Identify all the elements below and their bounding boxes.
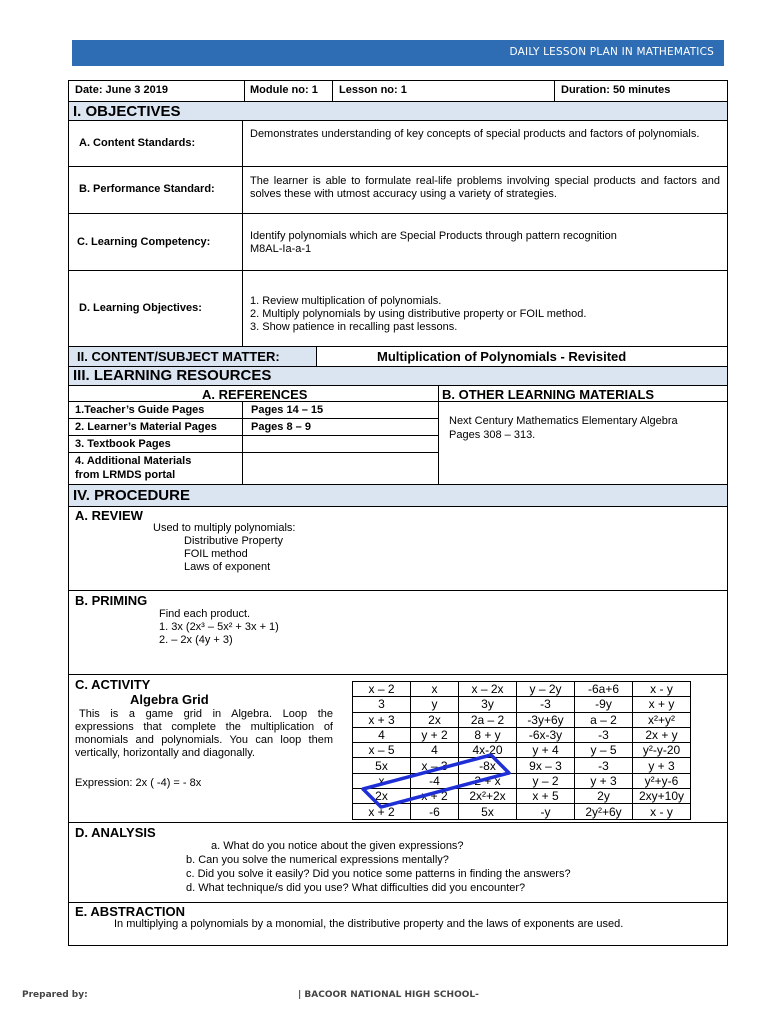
grid-cell: 9x – 3 [517, 758, 575, 773]
review-title: A. REVIEW [75, 508, 143, 523]
review-item-2: FOIL method [184, 548, 248, 560]
grid-cell: x – 2x [459, 682, 517, 697]
grid-cell: 3y [459, 697, 517, 712]
activity-expression: Expression: 2x ( -4) = - 8x [75, 777, 202, 789]
resources-title: III. LEARNING RESOURCES [73, 367, 272, 384]
learners-material-value: Pages 8 – 9 [251, 421, 311, 433]
grid-cell: -3 [517, 697, 575, 712]
grid-cell: y²-y-20 [633, 743, 691, 758]
grid-cell: y + 3 [575, 773, 633, 788]
content-standards-label: A. Content Standards: [79, 137, 196, 149]
grid-cell: y – 2 [517, 773, 575, 788]
learning-competency-code: M8AL-Ia-a-1 [250, 243, 312, 255]
learning-objective-2: 2. Multiply polynomials by using distributive property or FOIL method. [250, 308, 587, 320]
grid-cell: x + 2 [411, 789, 459, 804]
priming-title: B. PRIMING [75, 593, 148, 608]
lesson-text: Lesson no: 1 [339, 84, 407, 96]
grid-cell: 2a – 2 [459, 712, 517, 727]
grid-cell: -3y+6y [517, 712, 575, 727]
learning-objective-1: 1. Review multiplication of polynomials. [250, 295, 442, 307]
performance-standard-text: The learner is able to formulate real-life problems involving special products and factors and solves these with utmost accuracy using a variety of strategies. [250, 175, 720, 200]
analysis-section [69, 823, 727, 903]
grid-cell: 2xy+10y [633, 789, 691, 804]
duration-text: Duration: 50 minutes [561, 84, 671, 96]
teachers-guide-label: 1.Teacher’s Guide Pages [75, 404, 205, 416]
grid-cell: x + 5 [517, 789, 575, 804]
grid-cell: -4 [411, 773, 459, 788]
grid-cell: -9y [575, 697, 633, 712]
document-banner [72, 40, 724, 66]
grid-cell: y + 2 [411, 727, 459, 742]
grid-cell: y [411, 697, 459, 712]
grid-cell: 5x [353, 758, 411, 773]
content-value: Multiplication of Polynomials - Revisited [377, 349, 627, 364]
grid-cell: y²+y-6 [633, 773, 691, 788]
activity-subtitle: Algebra Grid [130, 692, 209, 707]
answer-loop-shape [363, 755, 509, 807]
grid-cell: 8 + y [459, 727, 517, 742]
analysis-question-b: b. Can you solve the numerical expressions mentally? [186, 854, 449, 866]
grid-cell: -6x-3y [517, 727, 575, 742]
learning-objective-3: 3. Show patience in recalling past lessons. [250, 321, 458, 333]
grid-cell: 4 [353, 727, 411, 742]
grid-cell: 5x [459, 804, 517, 819]
performance-standard-label: B. Performance Standard: [79, 183, 215, 195]
prepared-by: Prepared by: [22, 990, 88, 1000]
grid-cell: x - y [633, 804, 691, 819]
additional-materials-label: 4. Additional Materials [75, 455, 192, 467]
grid-cell: x [353, 773, 411, 788]
other-materials-header: B. OTHER LEARNING MATERIALS [442, 387, 655, 402]
activity-title: C. ACTIVITY [75, 677, 151, 692]
grid-cell: 2x + y [633, 727, 691, 742]
priming-item-1: 1. 3x (2x³ – 5x² + 3x + 1) [159, 621, 279, 633]
grid-cell: x – 5 [353, 743, 411, 758]
grid-cell: -y [517, 804, 575, 819]
learners-material-label: 2. Learner’s Material Pages [75, 421, 217, 433]
grid-cell: 2y [575, 789, 633, 804]
module-text: Module no: 1 [250, 84, 318, 96]
learning-objectives-label: D. Learning Objectives: [79, 302, 202, 314]
grid-cell: x – 2 [353, 682, 411, 697]
grid-cell: 2x²+2x [459, 789, 517, 804]
analysis-question-c: c. Did you solve it easily? Did you notice some patterns in finding the answers? [186, 868, 571, 880]
algebra-grid-loop [69, 81, 727, 947]
grid-cell: y – 2y [517, 682, 575, 697]
grid-cell: 4x-20 [459, 743, 517, 758]
grid-cell: 4 [411, 743, 459, 758]
other-materials-line-2: Pages 308 – 313. [449, 429, 536, 441]
grid-cell: 3 [353, 697, 411, 712]
abstraction-text: In multiplying a polynomials by a monomial, the distributive property and the laws of exponents are used. [114, 918, 624, 930]
analysis-title: D. ANALYSIS [75, 825, 156, 840]
grid-cell: 2y²+6y [575, 804, 633, 819]
content-standards-text: Demonstrates understanding of key concepts of special products and factors of polynomials. [250, 128, 700, 140]
grid-cell: x + 3 [353, 712, 411, 727]
grid-cell: y + 4 [517, 743, 575, 758]
other-materials-line-1: Next Century Mathematics Elementary Algebra [449, 415, 678, 427]
grid-cell: -8x [459, 758, 517, 773]
grid-cell: x + 2 [353, 804, 411, 819]
objectives-title: I. OBJECTIVES [73, 103, 181, 120]
analysis-question-d: d. What technique/s did you use? What difficulties did you encounter? [186, 882, 526, 894]
learning-competency-text: Identify polynomials which are Special Products through pattern recognition [250, 230, 617, 242]
lesson-plan-table [68, 80, 728, 946]
procedure-title: IV. PROCEDURE [73, 487, 190, 504]
learning-competency-label: C. Learning Competency: [77, 236, 211, 248]
grid-cell: 2x [411, 712, 459, 727]
grid-cell: x – 3 [411, 758, 459, 773]
banner-title: DAILY LESSON PLAN IN MATHEMATICS [509, 46, 714, 58]
grid-cell: x - y [633, 682, 691, 697]
abstraction-title: E. ABSTRACTION [75, 904, 186, 919]
teachers-guide-value: Pages 14 – 15 [251, 404, 324, 416]
activity-instructions: This is a game grid in Algebra. Loop the expressions that complete the multiplication of monomials and polynomials. You can loop them vertically, horizontally and diagonally. [75, 708, 333, 759]
grid-cell: 2 + x [459, 773, 517, 788]
grid-cell: x + y [633, 697, 691, 712]
school-name: | BACOOR NATIONAL HIGH SCHOOL- [298, 990, 479, 1000]
grid-cell: x²+y² [633, 712, 691, 727]
grid-cell: y – 5 [575, 743, 633, 758]
priming-intro: Find each product. [159, 608, 251, 620]
textbook-label: 3. Textbook Pages [75, 438, 171, 450]
references-header: A. REFERENCES [202, 387, 308, 402]
additional-materials-label-2: from LRMDS portal [75, 469, 176, 481]
date-text: Date: June 3 2019 [75, 84, 168, 96]
analysis-question-a: a. What do you notice about the given expressions? [211, 840, 464, 852]
content-label: II. CONTENT/SUBJECT MATTER: [77, 349, 280, 364]
grid-cell: x [411, 682, 459, 697]
abstraction-section [69, 903, 727, 945]
review-item-3: Laws of exponent [184, 561, 271, 573]
grid-cell: a – 2 [575, 712, 633, 727]
review-intro: Used to multiply polynomials: [153, 522, 296, 534]
grid-cell: -6a+6 [575, 682, 633, 697]
grid-cell: y + 3 [633, 758, 691, 773]
grid-cell: -3 [575, 758, 633, 773]
grid-cell: 2x [353, 789, 411, 804]
grid-cell: -6 [411, 804, 459, 819]
review-item-1: Distributive Property [184, 535, 284, 547]
grid-cell: -3 [575, 727, 633, 742]
priming-item-2: 2. – 2x (4y + 3) [159, 634, 233, 646]
